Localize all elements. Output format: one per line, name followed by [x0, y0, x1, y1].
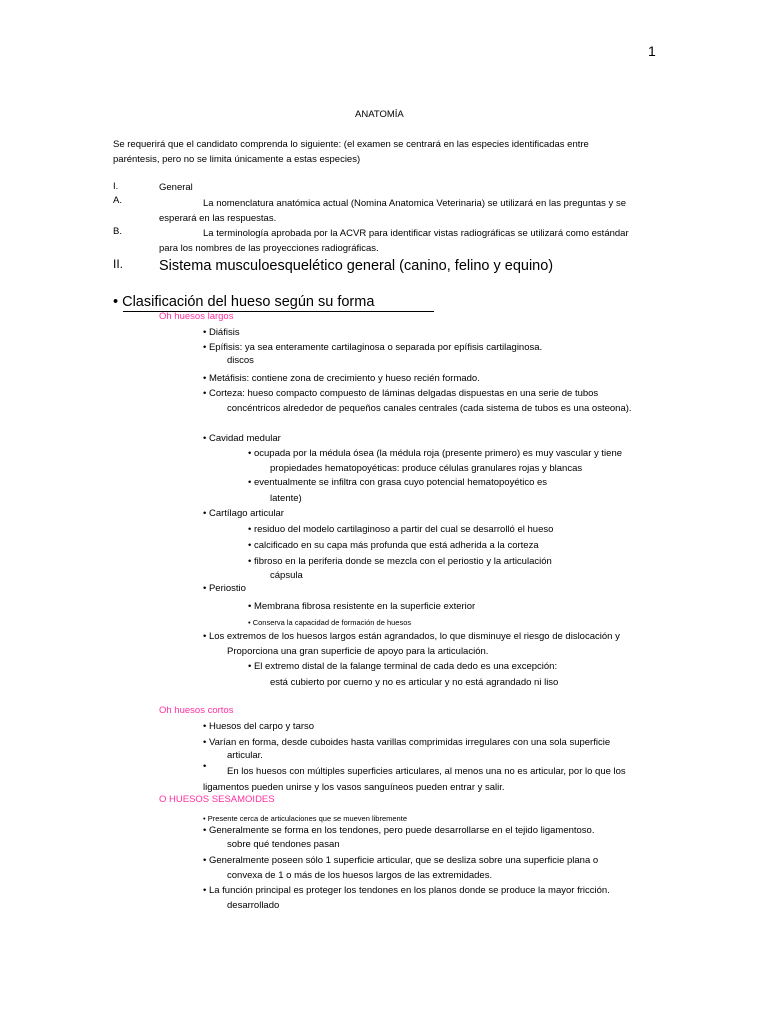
long-bones-line: propiedades hematopoyéticas: produce células granulares rojas y blancas [270, 463, 583, 474]
short-bones-line: • Huesos del carpo y tarso [203, 721, 315, 732]
long-bones-line: • Cavidad medular [203, 433, 281, 444]
long-bones-line: Proporciona una gran superficie de apoyo para la articulación. [227, 646, 489, 657]
long-bones-line: está cubierto por cuerno y no es articular y no está agrandado ni liso [270, 677, 559, 688]
sesamoid-bones-line: • La función principal es proteger los tendones en los planos donde se produce la mayor fricción. [203, 885, 610, 896]
intro-line-1: Se requerirá que el candidato comprenda lo siguiente: (el examen se centrará en las especies identificadas entre [113, 139, 589, 150]
item-b-label: B. [113, 226, 122, 237]
long-bones-line: • Conserva la capacidad de formación de huesos [248, 618, 412, 627]
long-bones-line: • fibroso en la periferia donde se mezcla con el periostio y la articulación [248, 556, 552, 567]
sesamoid-bones-line: convexa de 1 o más de los huesos largos de las extremidades. [227, 870, 493, 881]
long-bones-line: • residuo del modelo cartilaginoso a partir del cual se desarrolló el hueso [248, 524, 554, 535]
long-bones-line: • Diáfisis [203, 327, 240, 338]
long-bones-line: • Metáfisis: contiene zona de crecimiento y hueso recién formado. [203, 373, 480, 384]
long-bones-line: • Los extremos de los huesos largos están agrandados, lo que disminuye el riesgo de dislocación y [203, 631, 620, 642]
sesamoid-bones-line: • Presente cerca de articulaciones que se mueven libremente [203, 814, 407, 823]
item-b-line-2: para los nombres de las proyecciones radiográficas. [159, 243, 379, 254]
section-1-heading: General [159, 182, 193, 193]
short-bones-line: En los huesos con múltiples superficies articulares, al menos una no es articular, por lo que los [227, 766, 626, 777]
item-b-line-1: La terminología aprobada por la ACVR para identificar vistas radiográficas se utilizará como estándar [203, 228, 629, 239]
page-number: 1 [648, 43, 656, 59]
item-a-line-1: La nomenclatura anatómica actual (Nomina Anatomica Veterinaria) se utilizará en las preguntas y se [203, 198, 626, 209]
long-bones-line: • ocupada por la médula ósea (la médula roja (presente primero) es muy vascular y tiene [248, 448, 623, 459]
short-bones-heading: Oh huesos cortos [159, 705, 234, 716]
short-bones-line: articular. [227, 750, 263, 761]
sesamoid-bones-line: sobre qué tendones pasan [227, 839, 340, 850]
item-a-line-2: esperará en las respuestas. [159, 213, 277, 224]
sesamoid-bones-heading: O HUESOS SESAMOIDES [159, 794, 275, 805]
sesamoid-bones-line: • Generalmente poseen sólo 1 superficie articular, que se desliza sobre una superficie plana o [203, 855, 599, 866]
short-bones-line: • Varían en forma, desde cuboides hasta varillas comprimidas irregulares con una sola superficie [203, 737, 611, 748]
long-bones-line: latente) [270, 493, 302, 504]
long-bones-line: • El extremo distal de la falange terminal de cada dedo es una excepción: [248, 661, 558, 672]
long-bones-line: concéntricos alrededor de pequeños canales centrales (cada sistema de tubos es una osteona). [227, 403, 632, 414]
long-bones-line: • calcificado en su capa más profunda que está adherida a la corteza [248, 540, 539, 551]
classification-heading: • Clasificación del hueso según su forma [113, 294, 375, 310]
intro-line-2: paréntesis, pero no se limita únicamente a estas especies) [113, 154, 361, 165]
short-bones-line: ligamentos pueden unirse y los vasos sanguíneos pueden entrar y salir. [203, 782, 505, 793]
item-a-label: A. [113, 195, 122, 206]
long-bones-line: • eventualmente se infiltra con grasa cuyo potencial hematopoyético es [248, 477, 548, 488]
long-bones-line: cápsula [270, 570, 303, 581]
sesamoid-bones-line: • Generalmente se forma en los tendones, pero puede desarrollarse en el tejido ligamentoso. [203, 825, 595, 836]
document-title: ANATOMÍA [355, 109, 404, 120]
long-bones-line: • Periostio [203, 583, 246, 594]
short-bones-line: • [203, 761, 207, 772]
section-2-heading: Sistema musculoesquelético general (canino, felino y equino) [159, 258, 554, 274]
long-bones-line: discos [227, 355, 254, 366]
section-2-numeral: II. [113, 257, 124, 271]
long-bones-line: • Corteza: hueso compacto compuesto de láminas delgadas dispuestas en una serie de tubos [203, 388, 599, 399]
section-1-numeral: I. [113, 181, 119, 192]
long-bones-line: • Membrana fibrosa resistente en la superficie exterior [248, 601, 476, 612]
long-bones-line: • Epífisis: ya sea enteramente cartilaginosa o separada por epífisis cartilaginosa. [203, 342, 543, 353]
long-bones-line: • Cartílago articular [203, 508, 284, 519]
long-bones-heading: Oh huesos largos [159, 311, 234, 322]
sesamoid-bones-line: desarrollado [227, 900, 280, 911]
